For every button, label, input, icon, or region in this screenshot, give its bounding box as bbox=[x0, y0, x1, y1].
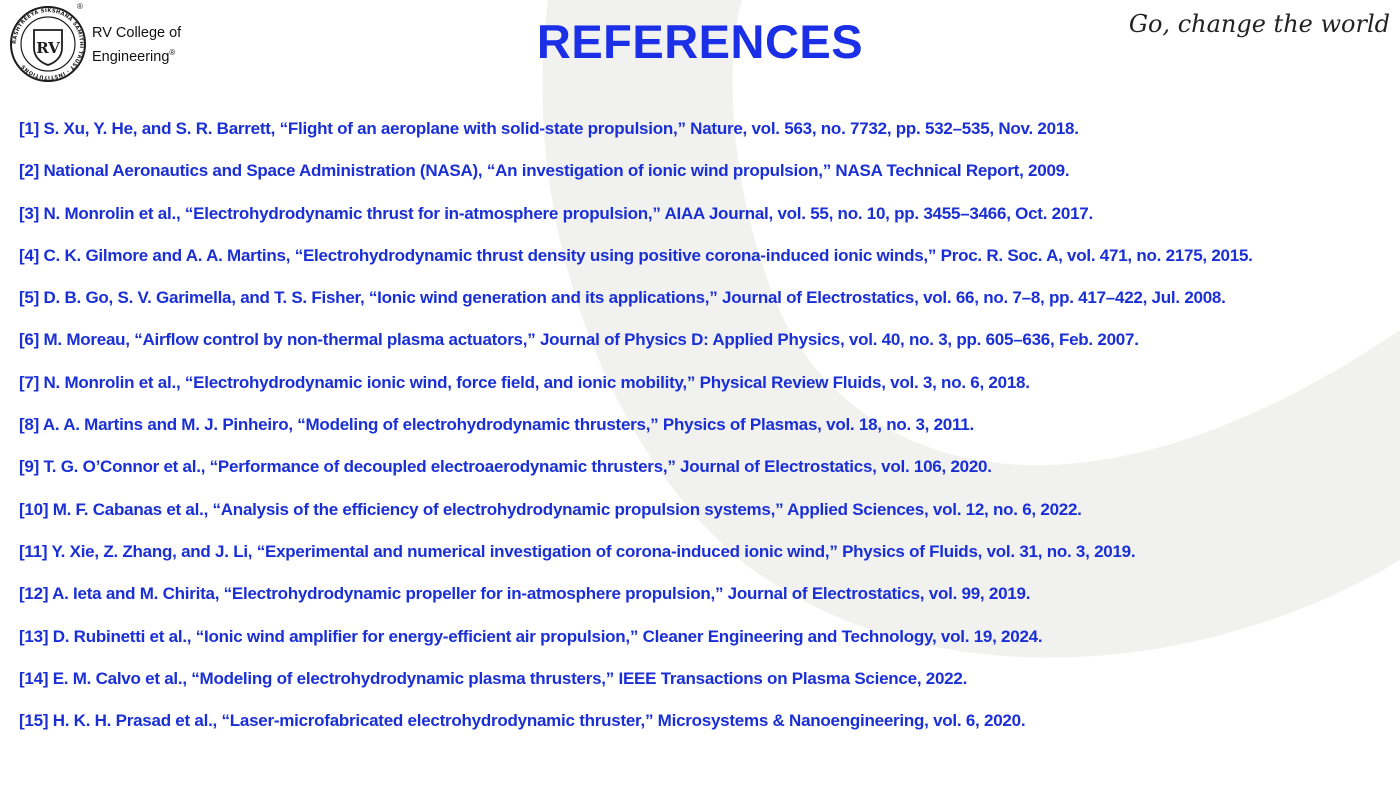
reference-item-9: [9] T. G. O’Connor et al., “Performance of decoupled electroaerodynamic thrusters,” Journal of Electrostatics, vol. 106, 2020. bbox=[19, 457, 992, 477]
reference-item-14: [14] E. M. Calvo et al., “Modeling of electrohydrodynamic plasma thrusters,” IEEE Transactions on Plasma Science, 2022. bbox=[19, 668, 968, 688]
reference-item-13: [13] D. Rubinetti et al., “Ionic wind amplifier for energy-efficient air propulsion,” Cleaner Engineering and Technology, vol. 19, 2024. bbox=[19, 626, 1043, 646]
reference-item-4: [4] C. K. Gilmore and A. A. Martins, “Electrohydrodynamic thrust density using positive corona-induced ionic winds,” Proc. R. Soc. A, vol. 471, no. 2175, 2015. bbox=[19, 245, 1253, 265]
tagline: Go, change the world bbox=[1128, 10, 1390, 38]
reference-list bbox=[19, 117, 1253, 751]
college-name-line1: RV College of bbox=[92, 25, 182, 41]
college-name-line2: Engineering bbox=[92, 48, 170, 65]
reference-item-12: [12] A. Ieta and M. Chirita, “Electrohydrodynamic propeller for in-atmosphere propulsion,” Journal of Electrostatics, vol. 99, 2019. bbox=[19, 584, 1031, 604]
reference-item-8: [8] A. A. Martins and M. J. Pinheiro, “Modeling of electrohydrodynamic thrusters,” Physics of Plasmas, vol. 18, no. 3, 2011. bbox=[19, 415, 974, 435]
registered-mark: ® bbox=[77, 2, 83, 11]
college-name-registered-mark: ® bbox=[169, 48, 176, 57]
reference-item-10: [10] M. F. Cabanas et al., “Analysis of the efficiency of electrohydrodynamic propulsion systems,” Applied Sciences, vol. 12, no. 6, 2022. bbox=[19, 499, 1082, 519]
reference-item-6: [6] M. Moreau, “Airflow control by non-thermal plasma actuators,” Journal of Physics D: Applied Physics, vol. 40, no. 3, pp. 605–636, Feb. 2007. bbox=[19, 330, 1139, 350]
logo-ring-text: RASHTREEYA SIKSHANA SAMITHI TRUST · INSTITUTIONS bbox=[11, 7, 85, 81]
reference-item-15: [15] H. K. H. Prasad et al., “Laser-microfabricated electrohydrodynamic thruster,” Microsystems & Nanoengineering, vol. 6, 2020. bbox=[19, 711, 1026, 731]
reference-item-11: [11] Y. Xie, Z. Zhang, and J. Li, “Experimental and numerical investigation of corona-induced ionic wind,” Physics of Fluids, vol. 31, no. 3, 2019. bbox=[19, 541, 1136, 561]
reference-item-2: [2] National Aeronautics and Space Administration (NASA), “An investigation of ionic wind propulsion,” NASA Technical Report, 2009. bbox=[19, 161, 1070, 181]
reference-item-5: [5] D. B. Go, S. V. Garimella, and T. S. Fisher, “Ionic wind generation and its applications,” Journal of Electrostatics, vol. 66, no. 7–8, pp. 417–422, Jul. 2008. bbox=[19, 288, 1226, 308]
reference-item-3: [3] N. Monrolin et al., “Electrohydrodynamic thrust for in-atmosphere propulsion,” AIAA Journal, vol. 55, no. 10, pp. 3455–3466, Oct. 2017. bbox=[19, 203, 1093, 223]
slide-title: REFERENCES bbox=[536, 15, 864, 68]
reference-item-1: [1] S. Xu, Y. He, and S. R. Barrett, “Flight of an aeroplane with solid-state propulsion,” Nature, vol. 563, no. 7732, pp. 532–535, Nov. 2018. bbox=[19, 119, 1079, 138]
logo-initials: RV bbox=[36, 39, 60, 57]
reference-item-7: [7] N. Monrolin et al., “Electrohydrodynamic ionic wind, force field, and ionic mobility,” Physical Review Fluids, vol. 3, no. 6, 2018. bbox=[19, 372, 1030, 392]
